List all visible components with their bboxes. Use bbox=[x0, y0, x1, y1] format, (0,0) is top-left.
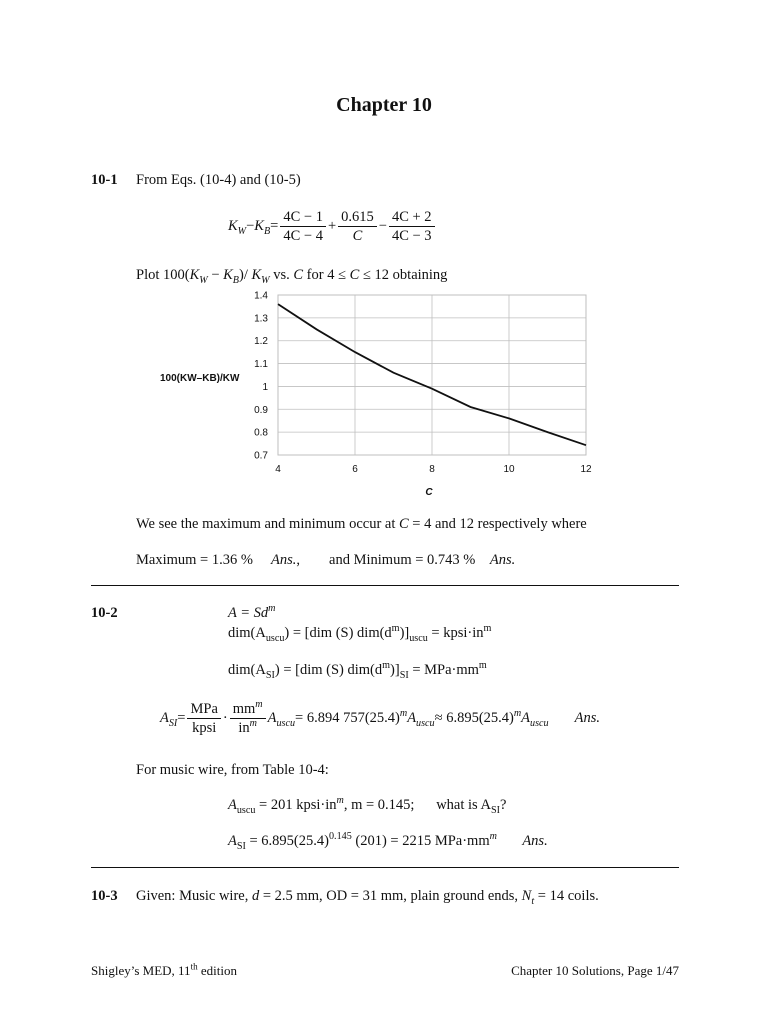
max-text: Maximum = 1.36 % bbox=[136, 552, 253, 568]
divider-1 bbox=[91, 585, 679, 586]
problem-number-10-1: 10-1 bbox=[91, 172, 118, 188]
chart-ytick-label: 1.1 bbox=[254, 359, 268, 371]
fraction-mpa-kpsi: $\frac{\text{MPa}}{\text{kpsi}}$ bbox=[187, 700, 220, 737]
kw-kb-chart bbox=[150, 285, 610, 510]
auscu-value: $A_{uscu} = 201$ $kpsi\cdot in^m$, m = 0.145; what is $A_{SI}$? bbox=[228, 795, 507, 816]
equation-conversion bbox=[160, 700, 600, 737]
problem-10-3-given: Given: Music wire, d = 2.5 mm, OD = 31 mm, plain ground ends, $N_t = 14$ coils. bbox=[136, 888, 599, 907]
min-text: and Minimum = 0.743 % bbox=[329, 552, 476, 568]
chart-ytick-label: 1.2 bbox=[254, 336, 268, 348]
problem-number-10-2: 10-2 bbox=[91, 605, 118, 621]
conv-factor: = 6.894 $757(25.4)^m$ bbox=[295, 708, 408, 726]
fraction-3: $\frac{4C + 2}{4C - 3}$ bbox=[389, 208, 435, 245]
conv-approx: ≈ $6.895(25.4)^m$ bbox=[434, 708, 522, 726]
result-sentence: We see the maximum and minimum occur at C = 4 and 12 respectively where bbox=[136, 516, 587, 532]
chart-xtick-label: 4 bbox=[275, 464, 281, 475]
chart-ytick-label: 1.3 bbox=[254, 313, 268, 325]
eq-dim-auscu: $dim(A_{uscu}) = [dim$ (S) $dim(d^m)]_{uscu}$ = $kpsi\cdot in^m$ bbox=[228, 623, 492, 644]
equation-kw-kb bbox=[228, 208, 437, 245]
ans-comma: , bbox=[296, 552, 301, 568]
footer-left: Shigley’s MED, 11th edition bbox=[91, 961, 237, 978]
chart-xtick-label: 12 bbox=[580, 464, 592, 475]
ans-label-2: Ans. bbox=[489, 552, 516, 568]
conv-auscu-3: $A_{uscu}$ bbox=[521, 710, 549, 729]
plot-sentence: Plot $100(K_W - K_B)/$ $K_W$ vs. C for 4 ≤ C ≤ 12 obtaining bbox=[136, 267, 448, 286]
max-result bbox=[136, 552, 515, 569]
eq-minus: − bbox=[246, 218, 255, 234]
divider-2 bbox=[91, 867, 679, 868]
fraction-2: $\frac{0.615}{C}$ bbox=[338, 208, 377, 245]
chart-ytick-label: 0.8 bbox=[254, 427, 268, 439]
fraction-1: $\frac{4C - 1}{4C - 4}$ bbox=[280, 208, 326, 245]
eq-dim-asi: $dim(A_{SI}) = [dim$ (S) $dim(d^m)]_{SI} = MPa\cdot mm^m$ bbox=[228, 660, 487, 681]
conv-auscu-2: $A_{uscu}$ bbox=[407, 710, 435, 729]
eq-plus: + bbox=[327, 218, 337, 234]
chart-ytick-label: 1.4 bbox=[254, 290, 268, 302]
ans-label: Ans. bbox=[271, 552, 297, 568]
chart-ytick-label: 0.9 bbox=[254, 404, 268, 416]
eq-minus-2: − bbox=[378, 218, 387, 234]
chart-xtick-label: 10 bbox=[503, 464, 515, 475]
conv-ans: Ans. bbox=[574, 710, 600, 726]
eq-equals: = bbox=[270, 218, 279, 234]
chart-xlabel: C bbox=[425, 487, 433, 498]
problem-number-10-3: 10-3 bbox=[91, 888, 118, 904]
conv-dot: · bbox=[222, 710, 228, 726]
music-wire-intro: For music wire, from Table 10-4: bbox=[136, 762, 329, 778]
conv-auscu: $A_{uscu}$ bbox=[267, 710, 296, 729]
chart-ytick-label: 0.7 bbox=[254, 450, 268, 462]
asi-result: $A_{SI} = 6.895(25.4)^{0.145}$ (201) = 2215 $MPa\cdot mm^m$ Ans. bbox=[228, 831, 548, 852]
chart-xtick-label: 8 bbox=[429, 464, 435, 475]
conv-asi: $A_{SI}$ bbox=[160, 710, 178, 729]
chart-xtick-label: 6 bbox=[352, 464, 358, 475]
eq-kb: $K_B$ bbox=[254, 218, 271, 237]
conv-equals: = bbox=[177, 710, 186, 726]
footer-right: Chapter 10 Solutions, Page 1/47 bbox=[511, 963, 679, 978]
page-title: Chapter 10 bbox=[336, 94, 432, 116]
eq-kw: $K_W$ bbox=[228, 218, 247, 237]
problem-10-1-intro: From Eqs. (10-4) and (10-5) bbox=[136, 172, 301, 188]
chart-ytick-label: 1 bbox=[262, 381, 268, 393]
chart-ylabel: 100(KW–KB)/KW bbox=[160, 373, 240, 384]
fraction-mm-in: $\frac{mm^m}{in^m}$ bbox=[230, 700, 266, 737]
eq-a-sdm: $A = Sd^m$ bbox=[228, 603, 276, 621]
chart-grid bbox=[278, 295, 586, 455]
